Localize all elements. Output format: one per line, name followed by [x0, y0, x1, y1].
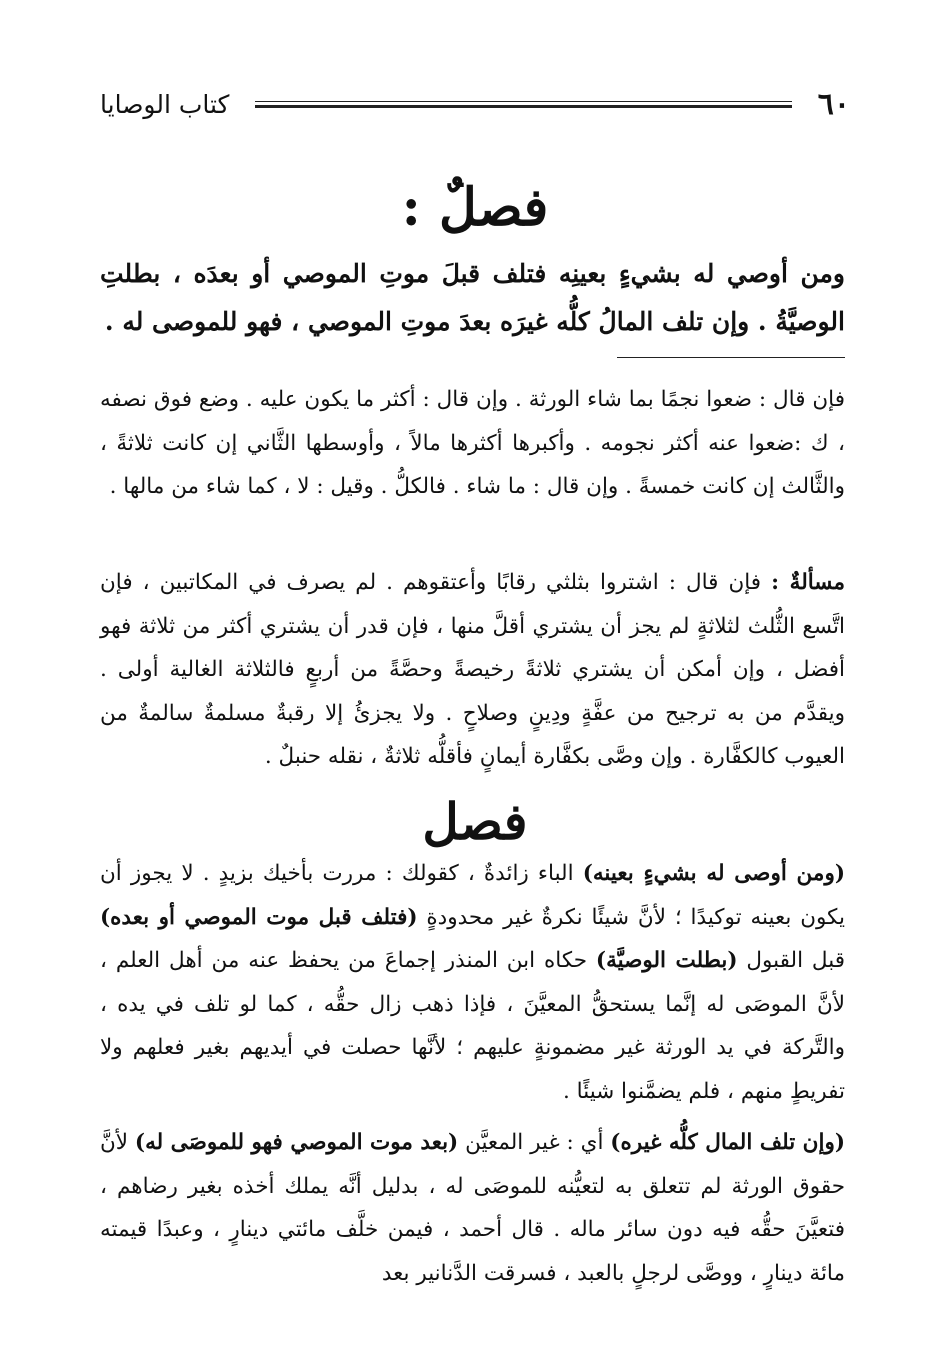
quoted-text: (بطلت الوصيَّة): [595, 948, 738, 973]
commentary-paragraph-1: فإن قال : ضعوا نجمًا بما شاء الورثة . وإن قال : أكثر ما يكون عليه . وضع فوق نصفه ، ك :ضعوا عنه أكثر نجومه . وأكبرها أكثرها مالاً ، وأوسطها الثَّاني إن كانت ثلاثةً ، والثَّالث إن كانت خمسةً . وإن قال : ما شاء . فالكلُّ . وقيل : لا ، كما شاء من مالها .: [100, 387, 845, 499]
quoted-text: (فتلف قبل موت الموصي أو بعده): [100, 904, 418, 930]
quoted-text: (ومن أوصى له بشيءٍ بعينه): [582, 861, 845, 886]
commentary-heading: فصل: [422, 792, 528, 851]
quoted-text: (وإن تلف المال كلُّه غيره): [610, 1130, 845, 1155]
book-title: كتاب الوصايا: [100, 89, 230, 119]
commentary-paragraph-3: [100, 852, 845, 1113]
commentary-paragraph-4: [100, 1121, 845, 1295]
paragraph-text: لأنَّ حقوق الورثة لم تتعلق به لتعيُّنه للموصَى له ، بدليل أنَّه يملك أخذه بغير رضاهم ، فتعيَّنَ حقُّه فيه دون سائر ماله . قال أحمد ، فيمن خلَّف مائتي دينارٍ ، وعبدًا قيمته مائة دينارٍ ، ووصَّى لرجلٍ بالعبد ، فسرقت الدَّنانير بعد: [100, 1130, 845, 1286]
paragraph-text: قبل القبول: [737, 948, 845, 973]
section-heading: فصلٌ :: [401, 177, 549, 238]
quoted-text: (بعد موت الموصي فهو للموصَى له): [134, 1130, 459, 1155]
paragraph-text: الباء زائدةٌ ، كقولك : مررت بأخيك بزيدٍ . لا يجوز أن يكون بعينه توكيدًا ؛ لأنَّ شيئًا نكرةٌ غير محدودةٍ: [100, 861, 845, 930]
running-header: [100, 84, 850, 124]
paragraph-text: فإن قال : اشتروا بثلثي رقابًا وأعتقوهم . لم يصرف في المكاتبين ، فإن اتَّسع الثُّلث لثلاثةٍ لم يجز أن يشتري أقلَّ منها ، فإن قدر أن يشتري أكثر من ثلاثة فهو أفضل ، وإن أمكن أن يشتري ثلاثةً رخيصةً وحصَّةً من أربعٍ فالثلاثة الغالية أولى . ويقدَّم من به ترجيح من عفَّةٍ ودِينٍ وصلاحٍ . ولا يجزئُ إلا رقبةٌ مسلمةٌ سالمةٌ من العيوب كالكفَّارة . وإن وصَّى بكفَّارة أيمانٍ فأقلُّه ثلاثةٌ ، نقله حنبلٌ .: [100, 570, 845, 769]
issue-label: مسألةٌ :: [771, 570, 845, 595]
page-number: ٦٠: [817, 86, 850, 122]
commentary-paragraph-2: [100, 561, 845, 779]
header-rule: [255, 101, 791, 108]
paragraph-text: أي : غير المعيَّن: [458, 1130, 611, 1155]
paragraph-text: حكاه ابن المنذر إجماعَ من يحفظ عنه من أهل العلم ، لأنَّ الموصَى له إنَّما يستحقُّ المعيَّنَ ، فإذا ذهب زال حقُّه ، كما لو تلف في يده ، والتَّركة في يد الورثة غير مضمونةٍ عليهم ؛ لأنَّها حصلت في أيديهم بغير فعلهم ولا تفريطٍ منهم ، فلم يضمَّنوا شيئًا .: [100, 948, 845, 1104]
footnote-separator: [617, 357, 845, 358]
main-text: ومن أوصي له بشيءٍ بعينِه فتلف قبلَ موتِ الموصي أو بعدَه ، بطلتِ الوصيَّةُ . وإن تلف المالُ كلُّه غيرَه بعدَ موتِ الموصي ، فهو للموصى له .: [100, 259, 845, 336]
